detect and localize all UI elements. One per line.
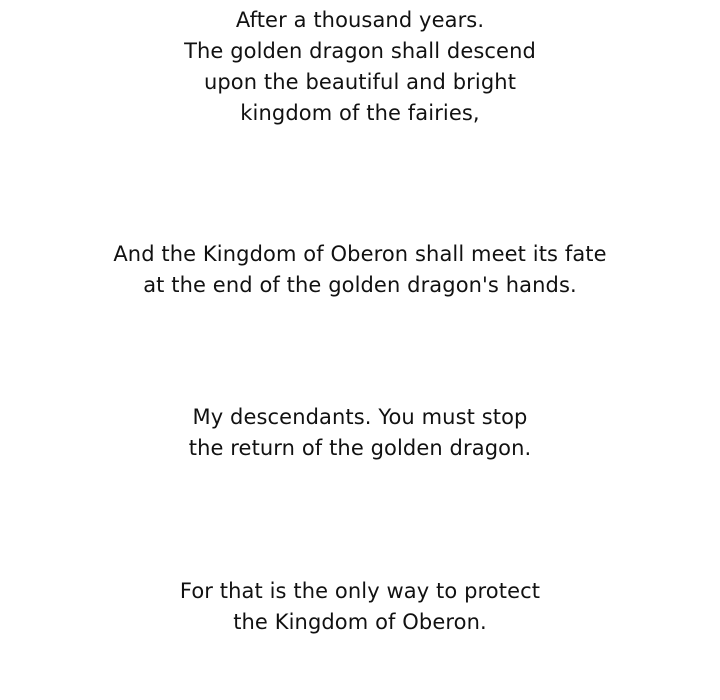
narration-block-descendants [0,402,720,464]
narration-line: at the end of the golden dragon's hands. [143,273,577,297]
narration-block-prophecy [0,5,720,129]
narration-block-fate [0,239,720,301]
narration-block-protect [0,576,720,638]
narration-line: the Kingdom of Oberon. [233,610,487,634]
narration-line: After a thousand years. [235,8,485,32]
narration-line: the return of the golden dragon. [188,436,532,460]
narration-line: The golden dragon shall descend [184,39,536,63]
narration-line: kingdom of the fairies, [240,101,480,125]
narration-line: For that is the only way to protect [179,579,541,603]
narration-line: My descendants. You must stop [192,405,528,429]
narration-line: upon the beautiful and bright [203,70,517,94]
narration-line: And the Kingdom of Oberon shall meet its fate [113,242,607,266]
